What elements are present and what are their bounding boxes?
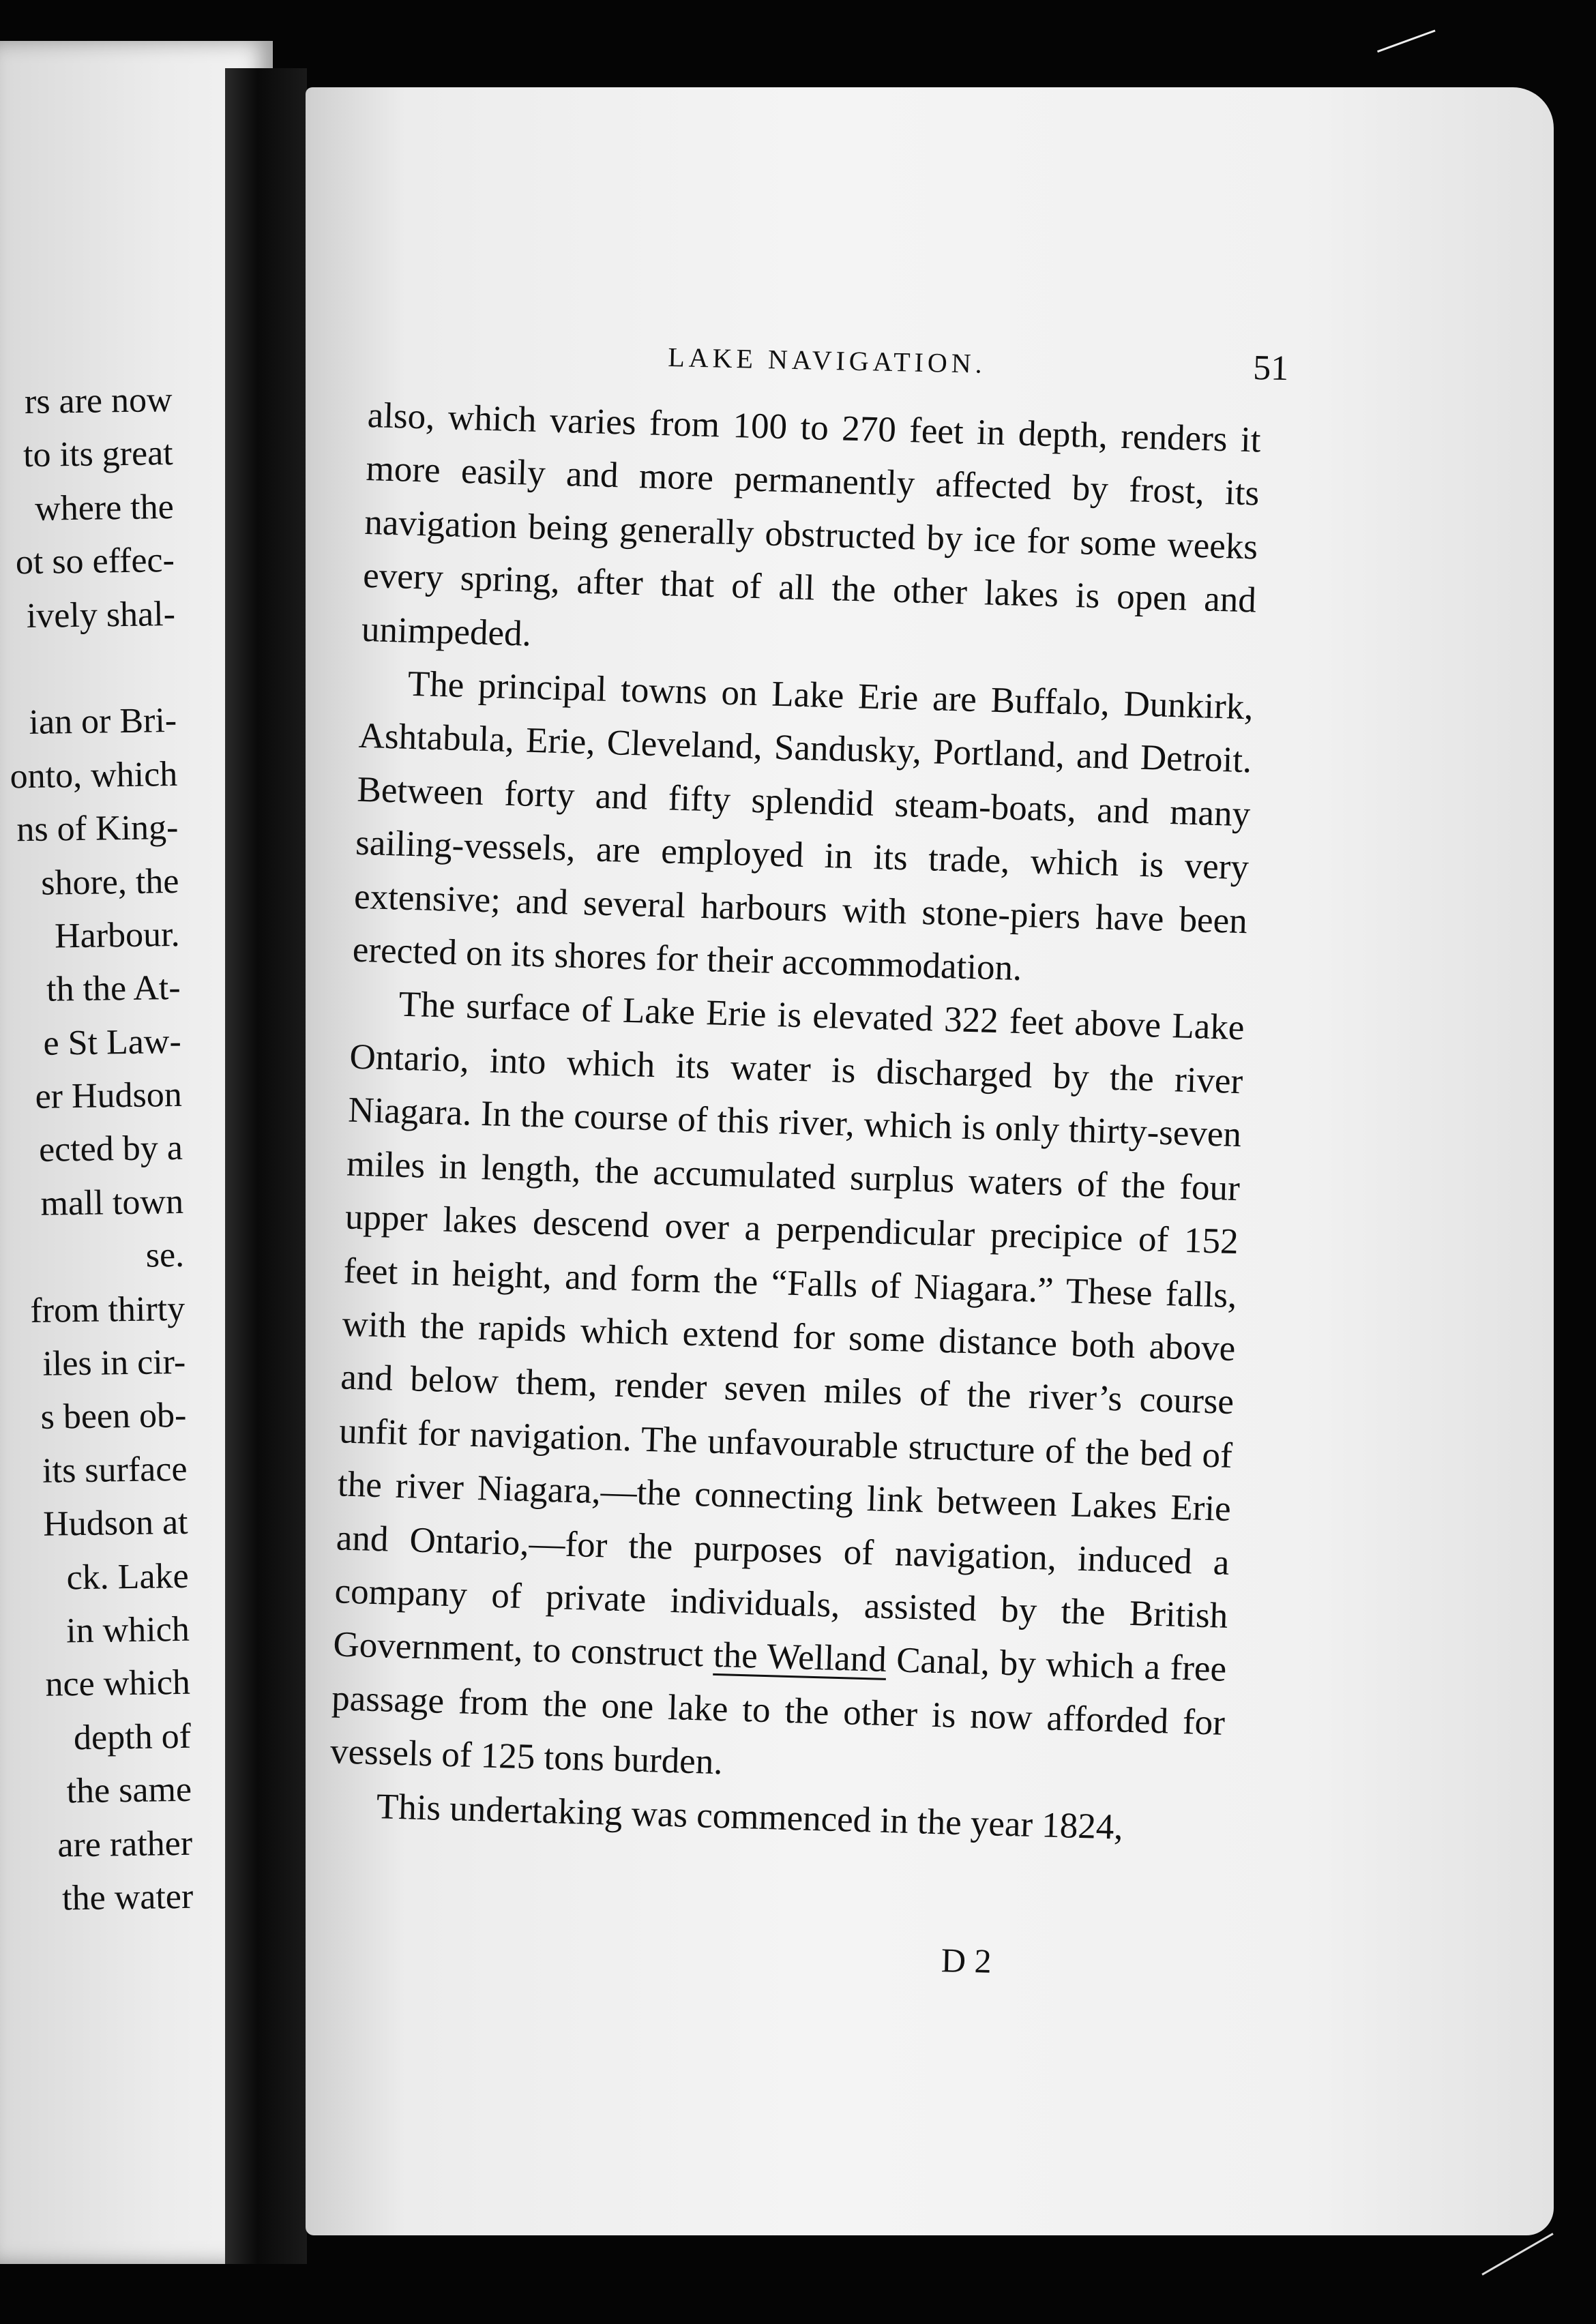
underlined-phrase: the Welland xyxy=(713,1635,887,1680)
left-page-line: nce which xyxy=(45,1663,191,1705)
paragraph: This undertaking was commenced in the year 1824, xyxy=(376,1786,1124,1847)
left-page-line: its surface xyxy=(42,1449,188,1491)
left-page-line: mall town xyxy=(40,1182,184,1223)
left-page-line: in which xyxy=(65,1609,190,1651)
page-title: LAKE NAVIGATION. xyxy=(667,342,987,379)
left-page-line: depth of xyxy=(73,1716,192,1757)
left-page-line: from thirty xyxy=(30,1289,186,1330)
left-page-line: where the xyxy=(34,487,175,528)
left-page-line: se. xyxy=(145,1236,185,1275)
left-page-line: rs are now xyxy=(24,380,173,422)
left-page-line: e St Law- xyxy=(43,1022,182,1063)
left-page-line: Hudson at xyxy=(42,1503,188,1545)
left-page-line: th the At- xyxy=(46,968,181,1009)
left-page-line: Harbour. xyxy=(54,914,180,956)
left-page-text xyxy=(0,374,194,1926)
left-page-line: ian or Bri- xyxy=(29,701,177,743)
page-number: 51 xyxy=(1252,348,1289,389)
left-page-line: the water xyxy=(61,1877,194,1918)
left-page-line xyxy=(3,641,176,697)
left-page-line: ively shal- xyxy=(26,594,176,636)
paragraph xyxy=(329,977,1245,1803)
left-page-line: ck. Lake xyxy=(66,1556,190,1597)
paragraph: also, which varies from 100 to 270 feet in depth, renders it more easily and more permanently affected by frost, its navigation being generally obstructed by ice for some weeks every spring, after that of all the other lakes is open and unimpeded. xyxy=(361,395,1262,654)
left-page-line: er Hudson xyxy=(35,1075,183,1116)
left-page-line: the same xyxy=(66,1770,192,1811)
signature-mark: D 2 xyxy=(941,1941,992,1980)
left-page-line: onto, which xyxy=(10,754,178,796)
left-page-line: ns of King- xyxy=(16,808,179,850)
left-page-line: ected by a xyxy=(38,1129,183,1170)
left-page-line: s been ob- xyxy=(40,1396,187,1437)
left-page-line: iles in cir- xyxy=(42,1342,186,1384)
left-page-line: ot so effec- xyxy=(15,541,175,582)
left-page-line: are rather xyxy=(57,1823,193,1865)
body-text xyxy=(328,389,1262,1857)
paragraph-text: The surface of Lake Erie is elevated 322 feet above Lake Ontario, into which its water is discharged by the river Niagara. In the course of this river, which is only thirty-seven miles in length, the accumulated surplus waters of the four upper lakes descend over a perpendicular precipice of 152 feet in height, and form the “Falls of Niagara.” These falls, with the rapids which extend for some distance both above and below them, render seven miles of the river’s course unfit for navigation. The unfavourable structure of the bed of the river Niagara,—the connecting link between Lakes Erie and Ontario,—for the purposes of navigation, induced a company of private individuals, assisted by the British Government, to construct xyxy=(332,985,1245,1675)
left-page-line: to its great xyxy=(23,434,174,475)
paragraph-text: Canal, by which a free passage from the one lake to the other is now afforded for vessels of 125 tons burden. xyxy=(329,1640,1227,1783)
book-gutter xyxy=(225,68,307,2264)
left-page-line: shore, the xyxy=(40,861,179,903)
paragraph: The principal towns on Lake Erie are Buffalo, Dunkirk, Ashtabula, Erie, Cleveland, Sandusky, Portland, and Detroit. Between forty and fifty splendid steam-boats, and many sailing-vessels, are employed in its trade, which is very extensive; and several harbours with stone-piers have been erected on its shores for their accommodation. xyxy=(352,664,1254,989)
